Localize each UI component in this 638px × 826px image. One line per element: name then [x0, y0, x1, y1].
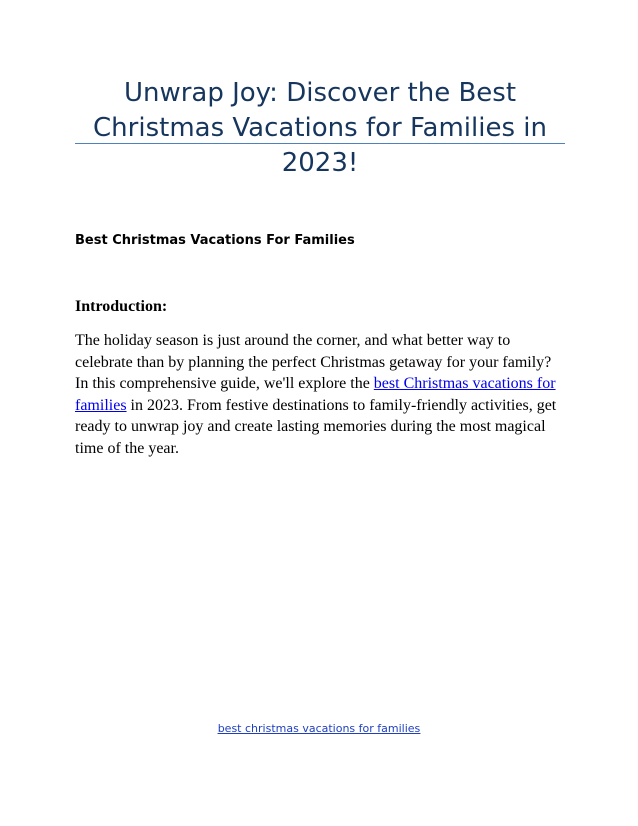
inline-vacations-link[interactable]: best Christmas vacations for families — [75, 375, 556, 414]
footer-link-container — [0, 722, 638, 736]
paragraph-text-before-link: The holiday season is just around the corner, and what better way to celebrate than by planning the perfect Christmas getaway for your family? In this comprehensive guide, we'll explore the — [75, 332, 552, 392]
footer-vacations-link[interactable]: best christmas vacations for families — [217, 722, 421, 735]
document-title: Unwrap Joy: Discover the Best Christmas Vacations for Families in 2023! — [93, 78, 547, 178]
introduction-paragraph — [75, 330, 567, 459]
section-subheading: Best Christmas Vacations For Families — [75, 233, 355, 248]
introduction-heading: Introduction: — [75, 298, 168, 315]
title-underline-rule — [75, 143, 565, 144]
paragraph-text-after-link: in 2023. From festive destinations to family-friendly activities, get ready to unwrap joy and create lasting memories during the most magical time of the year. — [75, 396, 557, 457]
